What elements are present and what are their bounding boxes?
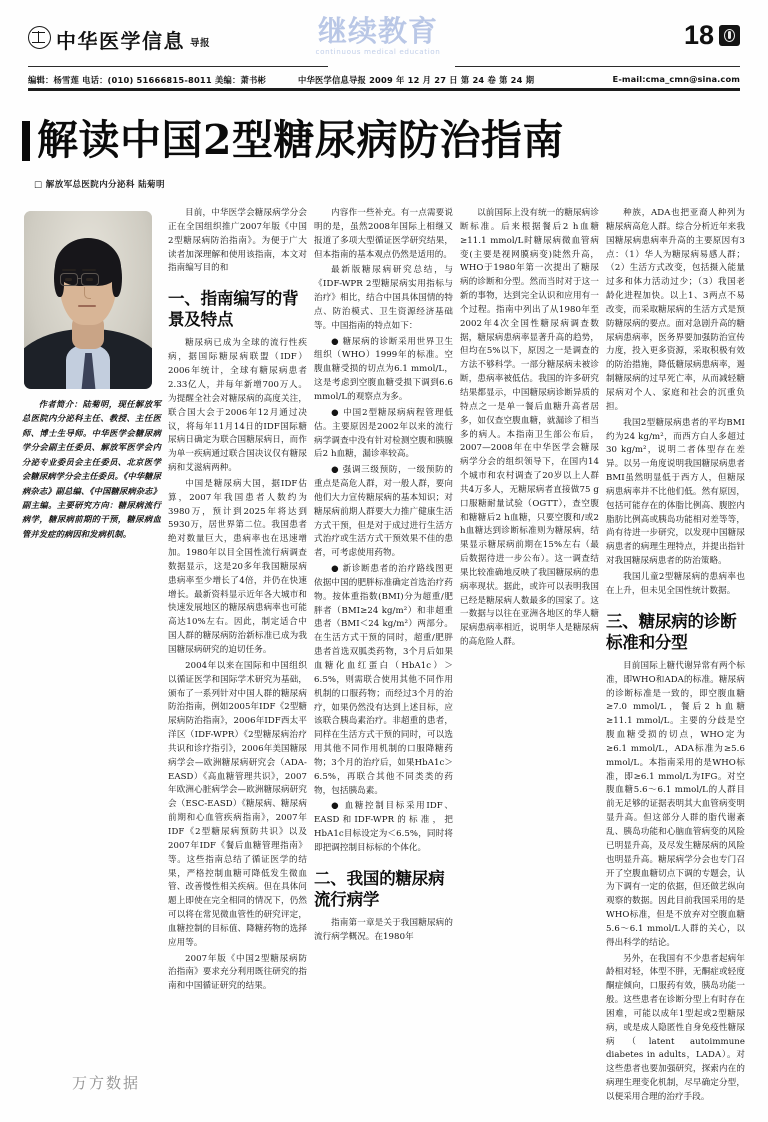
seal-emblem-icon [28, 26, 51, 49]
issue-info: 中华医学信息导报 2009 年 12 月 27 日 第 24 卷 第 24 期 [298, 75, 535, 85]
paragraph: 指南第一章是关于我国糖尿病的流行病学概况。在1980年 [314, 918, 453, 942]
paragraph: 最新版糖尿病研究总结，与《IDF-WPR 2型糖尿病实用指标与治疗》相比，结合中国具体国情的特点、防治模式、卫生资源经济基础等。中国指南的特点如下： [314, 265, 453, 331]
portrait-eye-left [65, 278, 72, 281]
paragraph: 我国儿童2型糖尿病的患病率也在上升，但未见全国性统计数据。 [606, 571, 745, 596]
publication-title: 中华医学信息 [56, 29, 185, 53]
header-divider [28, 88, 740, 91]
masthead-rule-left [28, 66, 328, 67]
paragraph: ● 中国2型糖尿病病程管理低估。主要原因是2002年以来的流行病学调查中没有针对检测空腹和胰腺后2 h血糖，漏诊率较高。 [314, 407, 453, 460]
section-heading-1: 一、指南编写的背景及特点 [168, 289, 299, 330]
headline-accent-bar [22, 121, 30, 161]
portrait-brow-right [82, 269, 96, 271]
paragraph: 目前，中华医学会糖尿病学分会正在全国组织推广2007年版《中国2型糖尿病防治指南》。为便于广大读者加深理解和使用该指南，本文对指南编写目的和 [168, 208, 307, 274]
paragraph: 内容作一些补充。有一点需要说明的是，虽然2008年国际上相继又报道了多项大型循证医学研究结果，但本指南的基本观点仍然是适用的。 [314, 208, 453, 260]
publication-suffix: 导报 [190, 38, 211, 49]
article-columns [22, 207, 746, 1102]
publication-logo [28, 26, 210, 51]
portrait-brow-left [62, 269, 76, 271]
editor-info: 编辑：杨雪莲 电话：(010) 51666815-8011 美编：萧书彬 [28, 75, 266, 85]
paragraph: 目前国际上糖代谢异常有两个标准，即WHO和ADA的标准。糖尿病的诊断标准是一致的，即空腹血糖≥7.0 mmol/L，餐后2 h血糖≥11.1 mmol/L。主要的分歧是空腹血糖受损的切点，WHO定为≥6.1 mmol/L，ADA标准为≥5.6 mmol/L。本指南采用的是WHO标准，即≥6.1 mmol/L为IFG。对空腹血糖5.6～6.1 mmol/L的人群目前无足够的证据表明其大血管病变明显升高。但这部分人群的脂代谢紊乱、胰岛功能和心脑血管病变的风险已明显升高，及尽发生糖尿病的风险也明显升高。糖尿病学分会也专门召开了空腹血糖切点下调的专题会，认为下调有一定的依据，但还做艺纵向观察的数据。因此目前我国采用的是WHO标准，但是不放弃对空腹血糖5.6～6.1 mmol/L人群的关心，以得出科学的结论。 [606, 660, 745, 948]
section-heading-3: 三、糖尿病的诊断标准和分型 [606, 611, 737, 652]
column-1 [22, 207, 161, 1097]
section-banner [298, 16, 458, 56]
headline-block [22, 118, 746, 190]
paragraph: 2007年版《中国2型糖尿病防治指南》要求充分利用既往研究的指南和中国循证研究的结果。 [168, 953, 307, 992]
paragraph: ● 强调三级预防，一级预防的重点是高危人群，对一般人群，要向他们大力宣传糖尿病的基本知识；对糖尿病前期人群要大力推广健康生活方式干预，但是对于成过进行生活方式治疗或生活方式干预效果不佳的患者，可考虑使用药物。 [314, 465, 453, 559]
article-byline: □ 解放军总医院内分泌科 陆菊明 [34, 179, 165, 190]
issue-info-bar [28, 72, 740, 88]
column-5 [606, 207, 745, 1102]
portrait-hair-right [112, 259, 122, 297]
headline-text: 解读中国2型糖尿病防治指南 [37, 116, 565, 164]
page-number: 18 [683, 20, 714, 50]
database-watermark: 万方数据 [72, 1074, 141, 1092]
portrait-nose [84, 287, 91, 299]
paragraph: ● 新诊断患者的治疗路线图更依据中国的肥胖标准确定首选治疗药物。按体重指数(BMI)分为超重/肥胖者（BMI≥24 kg/m²）和非超重患者（BMI＜24 kg/m²）两部分。在生活方式干预的同时，超重/肥胖患者首选双胍类药物，3个月后如果血糖化血红蛋白（HbA1c）＞6.5%，则需联合使用其他不同作用机制的口服药物；而经过3个月的治疗，如果仍然没有达到上述目标，应该联合胰岛素治疗。非超重的患者，同样在生活方式干预的同时，可以选用其他不同作用机制的口服降糖药物；3个月的治疗后，如果HbA1c＞6.5%，再联合其他不同类类的药物，包括胰岛素。 [314, 564, 453, 796]
paragraph: ● 血糖控制目标采用IDF、EASD和IDF-WPR的标准，把HbA1c目标设定为＜6.5%，同时将即把调控制目标标的个体化。 [314, 801, 453, 853]
section-title-cn: 继续教育 [317, 14, 438, 48]
column-2 [168, 207, 307, 1097]
column-4 [460, 207, 599, 1097]
masthead-rule-right [455, 66, 740, 67]
portrait-glasses-bridge [78, 278, 82, 279]
paragraph: 糖尿病已成为全球的流行性疾病，据国际糖尿病联盟（IDF）2006年统计，全球有糖尿病患者2.33亿人，并每年新增700万人。为提醒全社会对糖尿病的高度关注，联合国大会于2006年12月通过决议，将每年11月14日的IDF国际糖尿病日确定为联合国糖尿病日，而作为单一疾病通过联合国决议仅有糖尿病和艾滋病两种。 [168, 338, 307, 474]
paragraph: 中国是糖尿病大国，据IDF估算，2007年我国患者人数约为3980万，预计到2025年将达到5930万，居世界第二位。我国患者绝对数量巨大，患病率也在迅速增加。1980年以目全国性流行病调查数据显示，这是20多年我国糖尿病患病率至少增长了4倍，并仍在快速增长。最新资料显示近年各大城市和快速发展地区的糖尿病患病率也可能高达10%左右。因此，制定适合中国人群的糖尿病防治新标准已成为我国糖尿病研究的迫切任务。 [168, 478, 307, 655]
paragraph: 另外，在我国有不少患者起病年龄相对轻，体型不胖，无酮症或轻度酮症倾向，口服药有效，胰岛功能一般。这些患者在诊断分型上有时存在困难，可能以成年1型起或2型糖尿病，或是成人隐匿性自身免疫性糖尿病（latent autoimmune diabetes in adults，LADA）。对这些患者也要加强研究，探索内在的病理生理变化机制，尽早确定分型，以便采用合理的治疗手段。 [606, 953, 745, 1102]
paragraph: ● 糖尿病的诊断采用世界卫生组织（WHO）1999年的标准。空腹血糖受损的切点为6.1 mmol/L，这是考虑到空腹血糖受损下调到6.6 mmol/L的观察点为多。 [314, 336, 453, 402]
paragraph: 种族，ADA也把亚裔人种列为糖尿病高危人群。综合分析近年来我国糖尿病患病率升高的主要原因有3点：（1）华人为糖尿病易感人群；（2）生活方式改变，包括摄入能量过多和体力活动过少；（3）我国老龄化进程加快。以上1、3两点不易改变，而采取糖尿病的生活方式是预防糖尿病的要点。面对急剧升高的糖尿病患病率，医务界要加强防治宣传力度，投入更多资源，采取积极有效的防治措施，降低糖尿病患病率，遏制糖尿病的过早死亡率，从而减轻糖尿病对个人、家庭和社会的沉重负担。 [606, 208, 745, 412]
page-number-block [684, 22, 740, 49]
author-portrait [24, 211, 152, 389]
section-heading-2: 二、我国的糖尿病流行病学 [314, 868, 445, 909]
paragraph: 我国2型糖尿病患者的平均BMI约为24 kg/m²，而西方白人多超过30 kg/m²，说明二者体型存在差异。以另一角度说明我国糖尿病患者BMI虽然明显低于西方人，但糖尿病患病率并不比他们低。然有原因，包括可能存在的体脂比例高、腹腔内脂肪比例高或胰岛功能相对差等等，尚有待进一步研究，以发现中国糖尿病患者的病理生理特点，并提出指针对我国糖尿病患者的防治策略。 [606, 417, 745, 567]
column-3 [314, 207, 453, 1097]
paragraph: 2004年以来在国际和中国组织以循证医学和国际学术研究为基础，颁布了一系列针对中国人群的糖尿病防治指南，例如2005年IDF《2型糖尿病防治指南》，2006年IDF西太平洋区（IDF-WPR）《2型糖尿病治疗共识和诊疗指引》，2006年美国糖尿病学会—欧洲糖尿病研究会（ADA-EASD）《高血糖管理共识》，2007年欧洲心脏病学会—欧洲糖尿病研究会（ESC-EASD）《糖尿病、糖尿病前期和心血管疾病指南》，2007年IDF《2型糖尿病预防共识》以及2007年IDF《餐后血糖管理指南》等。这些指南总结了循证医学的结果，严格控制血糖可降低发生微血管、改善慢性相关疾病。但在具体问题上即使在完全相同的情况下，仍然可以将在常见微血管性的研究评定，血糖控制的目标值、降糖药物的选择应用等。 [168, 660, 307, 948]
email-info[interactable]: E-mail:cma_cmn@sina.com [612, 74, 740, 84]
portrait-eye-right [86, 278, 93, 281]
paragraph: 以前国际上没有统一的糖尿病诊断标准。后来根据餐后2 h血糖≥11.1 mmol/L时糖尿病微血管病变(主要是视网膜病变)陡然升高，WHO于1980年第一次提出了糖尿病的诊断和分型。然而当时对于这一新的事物，达到完全认识和应用有一个过程。指南中列出了从1980年至2002年4次全国性糖尿病调查数据，糖尿病患病率显著升高的趋势，但均在5%以下，原因之一是调查的方法不够科学。一部分糖尿病未被诊断，患病率被低估。我国的许多研究结果都显示，中国糖尿病诊断异质的特点之一是单一餐后血糖升高者居多，如仅查空腹血糖，就漏诊了相当多的病人。本指南卫生部公布后，2007—2008年在中华医学会糖尿病学分会的组织领导下，在国内14个城市和农村调查了20岁以上人群共4万多人，无糖尿病者直接做75 g口服糖耐量试验（OGTT），查空腹和糖糖后2 h血糖，只要空腹和/或2 h血糖达到诊断标准则为糖尿病，结果显示糖尿病前期在15%左右（最后数据待进一步公布）。这一调查结果比较准确地反映了我国糖尿病的患病率现状。据此，或许可以表明我国已经是糖尿病人数最多的国家了。这一数据与以往在亚洲各地区的华人糖尿病患病率相近，说明华人是糖尿病的高危险人群。 [460, 208, 599, 648]
author-bio: 作者简介：陆菊明，现任解放军总医院内分泌科主任、教授、主任医师、博士生导师。中华医学会糖尿病学分会副主任委员、解放军医学会内分泌专业委员会主任委员、北京医学会糖尿病学分会主任委员。《中华糖尿病杂志》副总编、《中国糖尿病杂志》副主编。主要研究方向：糖尿病流行病学，糖尿病前期的干预，糖尿病血管并发症的病因和发病机制。 [22, 399, 161, 539]
journal-badge-icon [719, 25, 740, 46]
section-title-en: continuous medical education [315, 47, 441, 57]
article-headline [22, 118, 746, 164]
